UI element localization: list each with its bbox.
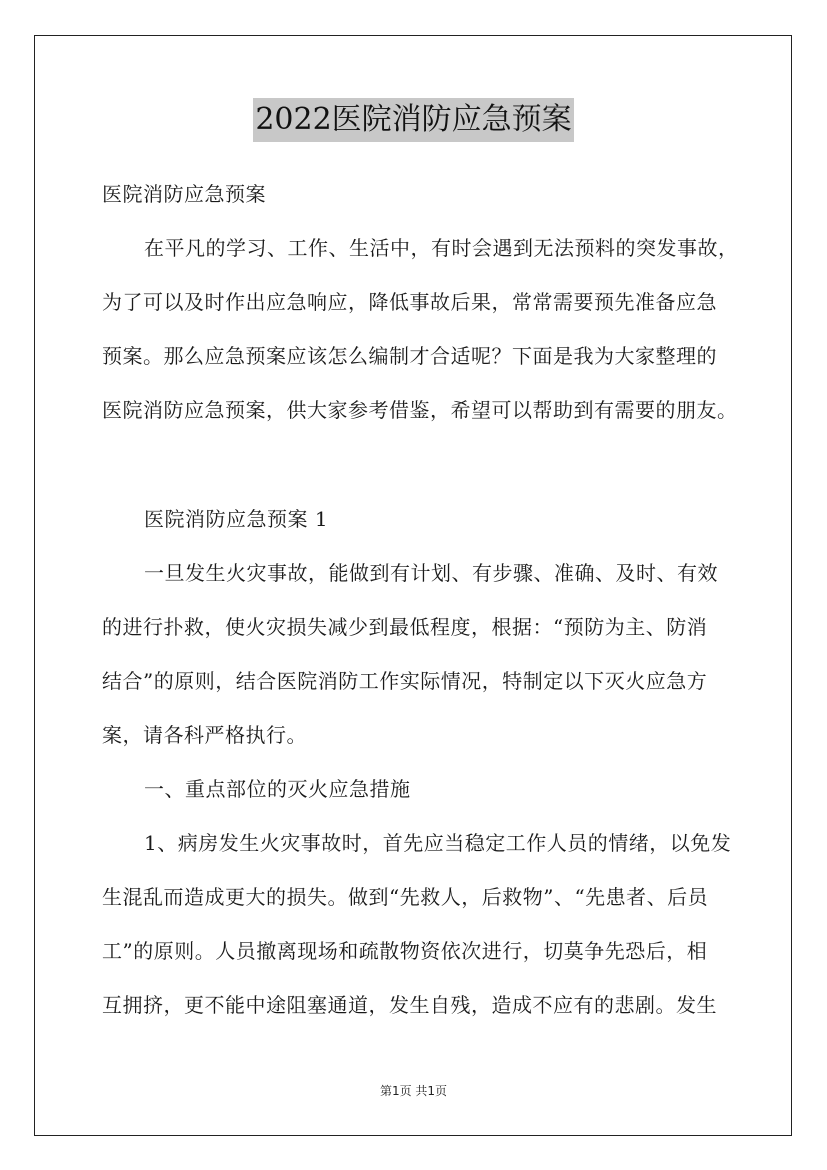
paragraph-line: 1、病房发生火灾事故时，首先应当稳定工作人员的情绪，以免发	[144, 831, 732, 855]
section-heading: 医院消防应急预案 1	[144, 507, 329, 531]
paragraph-line: 为了可以及时作出应急响应，降低事故后果，常常需要预先准备应急	[102, 290, 717, 314]
paragraph-line: 互拥挤，更不能中途阻塞通道，发生自残，造成不应有的悲剧。发生	[102, 993, 717, 1017]
paragraph-line: 结合”的原则，结合医院消防工作实际情况，特制定以下灭火应急方	[102, 669, 708, 693]
paragraph-line: 的进行扑救，使火灾损失减少到最低程度，根据：“预防为主、防消	[102, 615, 708, 639]
paragraph-line: 在平凡的学习、工作、生活中，有时会遇到无法预料的突发事故，	[144, 236, 739, 260]
subsection-heading: 一、重点部位的灭火应急措施	[144, 777, 411, 801]
paragraph-line: 案，请各科严格执行。	[102, 723, 307, 747]
paragraph-line: 生混乱而造成更大的损失。做到“先救人，后救物”、“先患者、后员	[102, 885, 709, 909]
document-title: 2022医院消防应急预案	[253, 98, 573, 142]
paragraph-line: 医院消防应急预案，供大家参考借鉴，希望可以帮助到有需要的朋友。	[102, 398, 738, 422]
paragraph-line: 预案。那么应急预案应该怎么编制才合适呢？下面是我为大家整理的	[102, 344, 717, 368]
subtitle: 医院消防应急预案	[102, 182, 266, 206]
title-container	[0, 98, 827, 142]
paragraph-line: 一旦发生火灾事故，能做到有计划、有步骤、准确、及时、有效	[144, 561, 718, 585]
page-footer: 第1页 共1页	[379, 1084, 448, 1098]
paragraph-line: 工”的原则。人员撤离现场和疏散物资依次进行，切莫争先恐后，相	[102, 939, 708, 963]
